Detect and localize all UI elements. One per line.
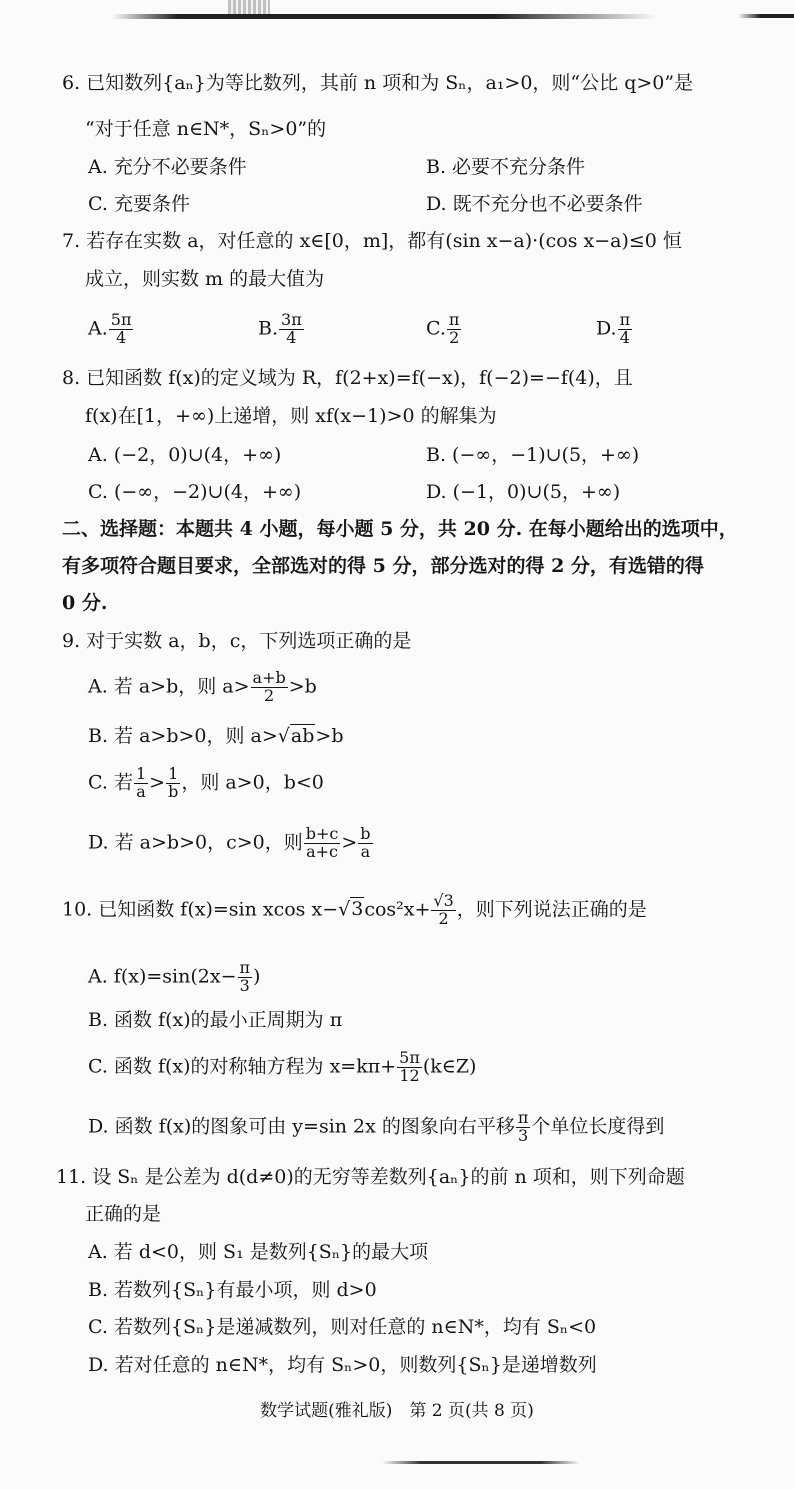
q7-stem-line1: 7. 若存在实数 a，对任意的 x∈[0，m]，都有(sin x−a)·(cos x−a)≤0 恒 [62,230,682,252]
q7-a-denominator: 4 [116,327,127,347]
q8-stem-line1: 8. 已知函数 f(x)的定义域为 R，f(2+x)=f(−x)，f(−2)=−f(4)，且 [62,367,633,389]
q6-option-a: A. 充分不必要条件 [88,156,247,178]
q11-option-b: B. 若数列{Sₙ}有最小项，则 d>0 [88,1279,377,1301]
q7-a-numerator: 5π [110,310,132,329]
q7-b-numerator: 3π [281,310,302,329]
q9-option-d: D. 若 a>b>0，c>0，则 $\frac{b+c}{a+c}$ > $\frac{b}{a}$ [88,824,371,861]
q6-option-b: B. 必要不充分条件 [426,156,586,178]
q7-c-numerator: π [448,310,460,329]
scan-edge-bottom [382,1461,580,1464]
q7-d-numerator: π [619,310,631,329]
q11-stem-line1: 11. 设 Sₙ 是公差为 d(d≠0)的无穷等差数列{aₙ}的前 n 项和，则下列命题 [56,1166,685,1188]
q11-stem-line2: 正确的是 [85,1203,162,1225]
q7-c-denominator: 2 [449,327,460,347]
q8-option-a: A. (−2，0)∪(4，+∞) [88,444,282,466]
q8-option-d: D. (−1，0)∪(5，+∞) [426,481,621,503]
section2-heading-line1: 二、选择题：本题共 4 小题，每小题 5 分，共 20 分. 在每小题给出的选项中， [62,518,738,540]
q9-stem: 9. 对于实数 a，b，c，下列选项正确的是 [62,630,412,652]
q7-option-b: B. $\frac{3\pi}{4}$ [258,310,302,347]
q11-option-d: D. 若对任意的 n∈N*，均有 Sₙ>0，则数列{Sₙ}是递增数列 [88,1354,597,1376]
scan-edge-top-right [738,14,794,18]
q8-option-c: C. (−∞，−2)∪(4，+∞) [88,481,302,503]
q6-option-c: C. 充要条件 [88,193,190,215]
page-footer: 数学试题(雅礼版) 第 2 页(共 8 页) [260,1401,534,1421]
q7-option-a: A. $\frac{5\pi}{4}$ [88,310,132,347]
q11-option-c: C. 若数列{Sₙ}是递减数列，则对任意的 n∈N*，均有 Sₙ<0 [88,1316,597,1338]
scan-smudge [228,0,270,14]
q10-stem: 10. 已知函数 f(x)=sin xcos x−√3cos²x+ $\frac{√3}{2}$ ，则下列说法正确的是 [62,891,647,928]
q6-stem-line1: 6. 已知数列{aₙ}为等比数列，其前 n 项和为 Sₙ，a₁>0，则“公比 q>0”是 [62,72,694,94]
q8-stem-line2: f(x)在[1，+∞)上递增，则 xf(x−1)>0 的解集为 [85,405,497,427]
q7-b-denominator: 4 [286,327,297,347]
q10-option-c: C. 函数 f(x)的对称轴方程为 x=kπ+ $\frac{5\pi}{12}$ (k∈Z) [88,1048,477,1085]
q10-option-d: D. 函数 f(x)的图象可由 y=sin 2x 的图象向右平移 $\frac{\pi}{3}$ 个单位长度得到 [88,1108,665,1145]
q9-b-radicand: ab [290,725,315,747]
q10-option-b: B. 函数 f(x)的最小正周期为 π [88,1009,343,1031]
q8-option-b: B. (−∞，−1)∪(5，+∞) [426,444,640,466]
q6-stem-line2: “对于任意 n∈N*，Sₙ>0”的 [85,118,327,140]
q7-stem-line2: 成立，则实数 m 的最大值为 [85,268,325,290]
scan-edge-top [112,14,657,19]
q7-d-denominator: 4 [619,327,630,347]
q6-option-d: D. 既不充分也不必要条件 [426,193,643,215]
q11-option-a: A. 若 d<0，则 S₁ 是数列{Sₙ}的最大项 [88,1241,429,1263]
q10-option-a: A. f(x)=sin(2x− $\frac{\pi}{3}$ ) [88,958,261,995]
q9-option-c: C. 若 $\frac{1}{a}$ > $\frac{1}{b}$ ，则 a>0，b<0 [88,764,324,801]
q9-option-b: B. 若 a>b>0，则 a>√ab>b [88,725,344,747]
q7-option-c: C. $\frac{\pi}{2}$ [426,310,460,347]
q9-option-a: A. 若 a>b，则 a> $\frac{a+b}{2}$ >b [88,668,317,705]
section2-heading-line2: 有多项符合题目要求，全部选对的得 5 分，部分选对的得 2 分，有选错的得 [62,555,704,577]
q7-option-d: D. $\frac{\pi}{4}$ [596,310,631,347]
section2-heading-line3: 0 分. [62,592,108,614]
